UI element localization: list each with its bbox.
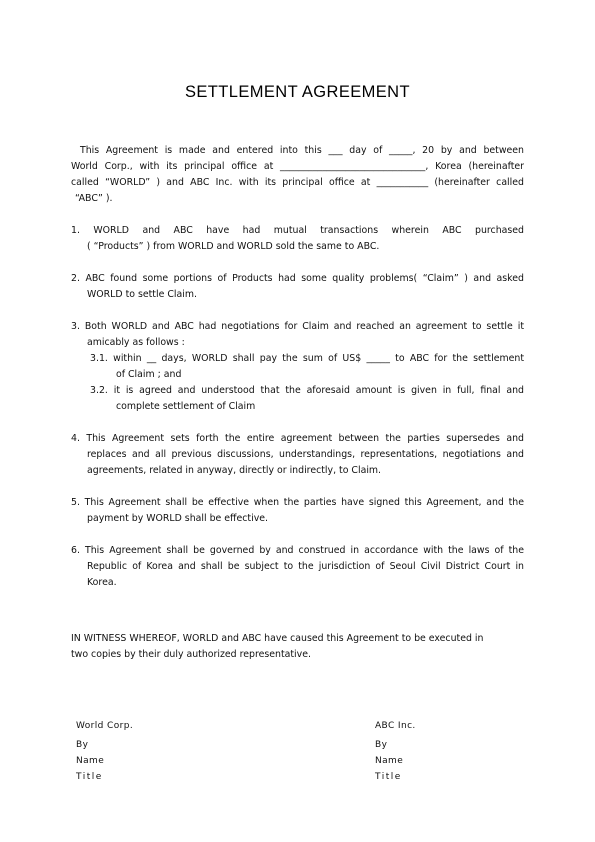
signature-name-abc: Name: [375, 756, 404, 766]
clause-3: [71, 319, 524, 351]
clause-6: [71, 543, 524, 591]
signature-title-abc: Title: [375, 772, 402, 782]
clause-4-line-2: replaces and all previous discussions, understandings, representations, negotiations and: [87, 449, 524, 460]
witness-line-1: IN WITNESS WHEREOF, WORLD and ABC have caused this Agreement to be executed in: [71, 633, 484, 644]
clause-4-line-3: agreements, related in anyway, directly or indirectly, to Claim.: [87, 465, 382, 476]
intro-line-3: called “WORLD” ) and ABC Inc. with its principal office at ___________ (hereinafter called: [71, 177, 524, 188]
clause-5-line-1: 5. This Agreement shall be effective when the parties have signed this Agreement, and the: [71, 497, 524, 508]
intro-paragraph: [71, 143, 524, 207]
clause-4-line-1: 4. This Agreement sets forth the entire agreement between the parties supersedes and: [71, 433, 524, 444]
document-title: SETTLEMENT AGREEMENT: [185, 83, 410, 101]
clause-3-1-line-2: of Claim ; and: [116, 369, 182, 380]
clause-4: [71, 431, 524, 479]
clause-5-line-2: payment by WORLD shall be effective.: [87, 513, 268, 524]
signature-party-world: World Corp.: [76, 721, 134, 731]
clause-6-line-1: 6. This Agreement shall be governed by and construed in accordance with the laws of the: [71, 545, 524, 556]
clause-6-line-2: Republic of Korea and shall be subject to the jurisdiction of Seoul Civil District Court in: [87, 561, 524, 572]
signature-title-world: Title: [76, 772, 103, 782]
intro-line-1: This Agreement is made and entered into this ___ day of _____, 20 by and between: [80, 145, 524, 156]
clause-6-line-3: Korea.: [87, 577, 117, 588]
clause-3-line-2: amicably as follows :: [87, 337, 185, 348]
witness-paragraph: [71, 631, 524, 663]
witness-line-2: two copies by their duly authorized representative.: [71, 649, 311, 660]
signature-party-abc: ABC Inc.: [375, 721, 416, 731]
intro-line-4: “ABC” ).: [75, 193, 113, 204]
clause-1: [71, 223, 524, 255]
clause-3-1: [90, 351, 524, 383]
clause-2-line-2: WORLD to settle Claim.: [87, 289, 197, 300]
clause-3-2-line-2: complete settlement of Claim: [116, 401, 256, 412]
intro-line-2: World Corp., with its principal office at _______________________________, Korea (hereinafter: [71, 161, 524, 172]
signature-by-world: By: [76, 740, 89, 750]
clause-2: [71, 271, 524, 303]
clause-2-line-1: 2. ABC found some portions of Products had some quality problems( “Claim” ) and asked: [71, 273, 524, 284]
clause-3-2: [90, 383, 524, 415]
signature-by-abc: By: [375, 740, 388, 750]
clause-3-2-line-1: 3.2. it is agreed and understood that the aforesaid amount is given in full, final and: [90, 385, 524, 396]
signature-name-world: Name: [76, 756, 105, 766]
clause-5: [71, 495, 524, 527]
clause-1-line-1: 1. WORLD and ABC have had mutual transactions wherein ABC purchased: [71, 225, 524, 236]
clause-3-1-line-1: 3.1. within __ days, WORLD shall pay the sum of US$ _____ to ABC for the settlement: [90, 353, 524, 364]
clause-3-line-1: 3. Both WORLD and ABC had negotiations for Claim and reached an agreement to settle it: [71, 321, 524, 332]
clause-1-line-2: ( “Products” ) from WORLD and WORLD sold the same to ABC.: [87, 241, 380, 252]
